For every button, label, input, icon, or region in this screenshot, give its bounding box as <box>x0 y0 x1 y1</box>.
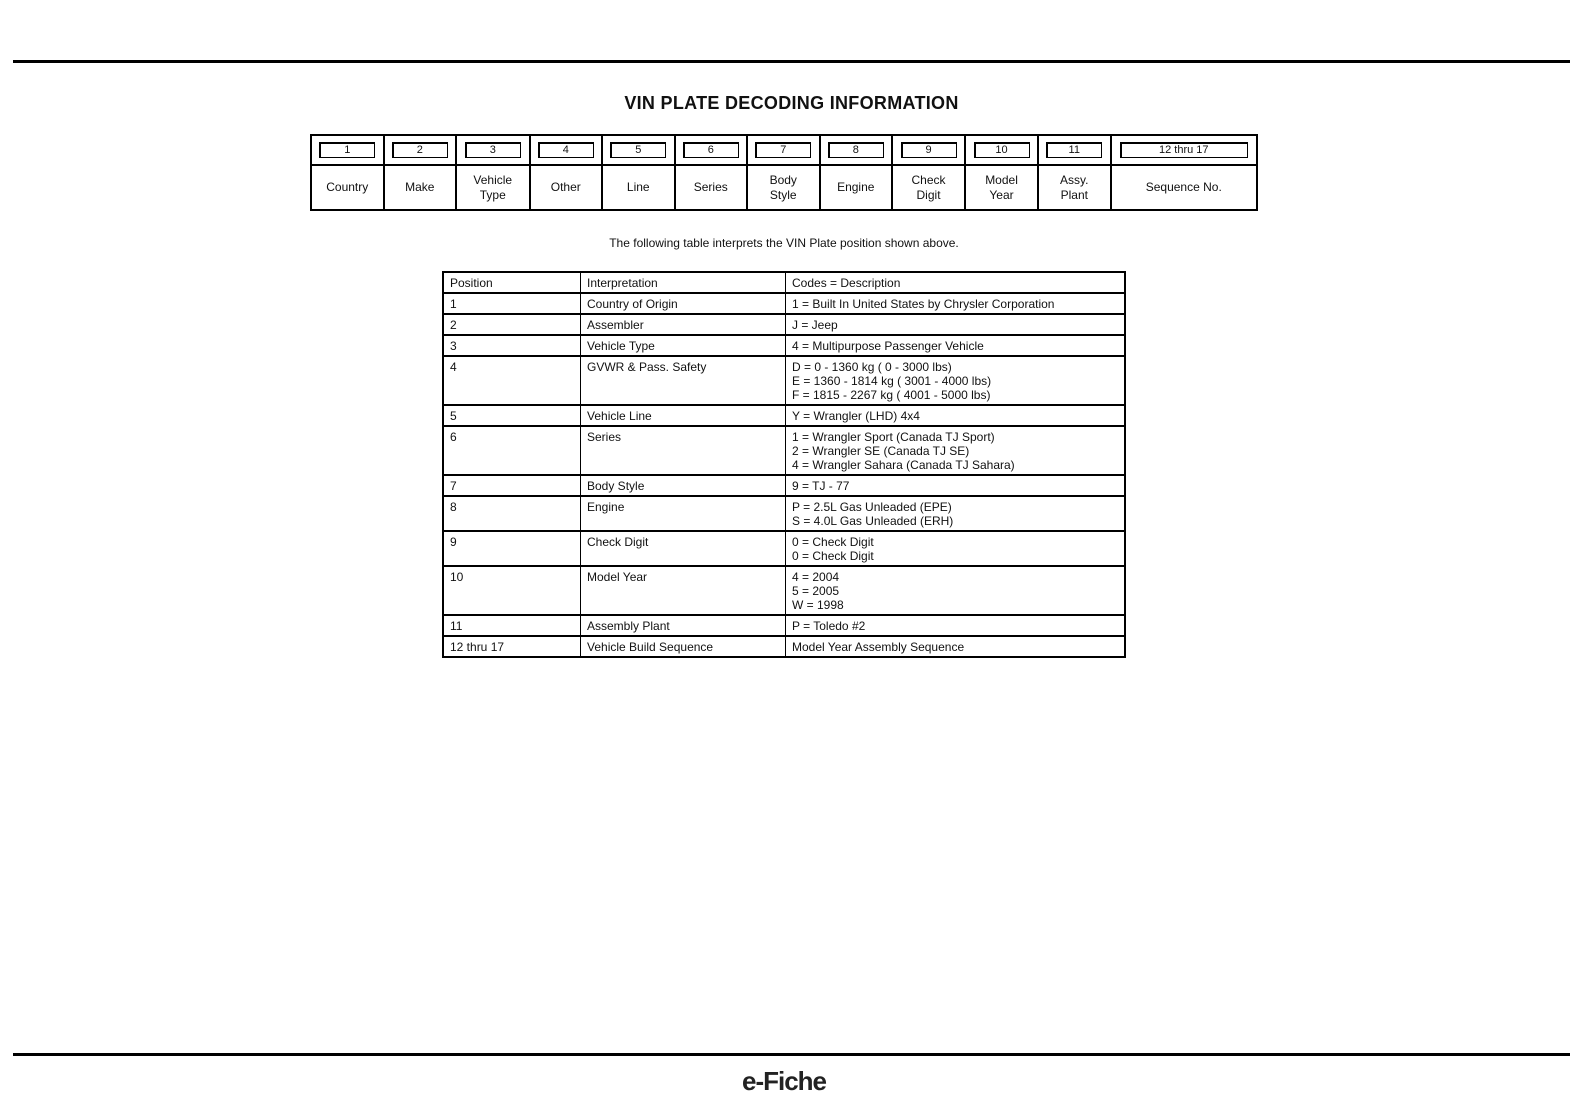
vin-position-label: Sequence No. <box>1111 165 1257 210</box>
row-codes <box>786 615 1126 636</box>
vin-position-label: Line <box>602 165 675 210</box>
row-interpretation: Country of Origin <box>581 293 786 314</box>
code-line: P = 2.5L Gas Unleaded (EPE) <box>792 500 952 514</box>
row-position: 8 <box>443 496 581 531</box>
row-codes <box>786 426 1126 475</box>
table-row <box>443 636 1125 657</box>
row-codes <box>786 356 1126 405</box>
row-interpretation: Model Year <box>581 566 786 615</box>
table-row <box>443 615 1125 636</box>
decode-header-row <box>443 272 1125 293</box>
code-line: 1 = Wrangler Sport (Canada TJ Sport) <box>792 430 995 444</box>
code-line: J = Jeep <box>792 318 838 332</box>
vin-position-number: 9 <box>901 142 957 158</box>
table-row <box>443 293 1125 314</box>
vin-position-number-cell <box>820 135 893 165</box>
vin-position-label: Other <box>530 165 603 210</box>
row-interpretation: Vehicle Line <box>581 405 786 426</box>
row-position: 7 <box>443 475 581 496</box>
vin-position-number-cell <box>1038 135 1111 165</box>
vin-position-label: Check Digit <box>892 165 965 210</box>
vin-position-number-cell <box>602 135 675 165</box>
row-position: 12 thru 17 <box>443 636 581 657</box>
vin-position-label: Country <box>311 165 384 210</box>
vin-position-number: 7 <box>755 142 811 158</box>
table-row <box>443 314 1125 335</box>
row-codes <box>786 496 1126 531</box>
vin-position-number: 1 <box>319 142 375 158</box>
row-interpretation: GVWR & Pass. Safety <box>581 356 786 405</box>
vin-position-label: Series <box>675 165 748 210</box>
code-line: P = Toledo #2 <box>792 619 866 633</box>
row-position: 9 <box>443 531 581 566</box>
row-interpretation: Assembler <box>581 314 786 335</box>
vin-position-number-cell <box>1111 135 1257 165</box>
vin-position-label: Make <box>384 165 457 210</box>
row-interpretation: Vehicle Build Sequence <box>581 636 786 657</box>
code-line: 4 = Wrangler Sahara (Canada TJ Sahara) <box>792 458 1015 472</box>
code-line: Y = Wrangler (LHD) 4x4 <box>792 409 920 423</box>
vin-position-number: 12 thru 17 <box>1120 142 1248 158</box>
row-interpretation: Assembly Plant <box>581 615 786 636</box>
table-row <box>443 566 1125 615</box>
row-interpretation: Check Digit <box>581 531 786 566</box>
row-codes <box>786 314 1126 335</box>
vin-position-label: Vehicle Type <box>456 165 530 210</box>
vin-position-number: 2 <box>392 142 448 158</box>
vin-position-number: 10 <box>974 142 1030 158</box>
page-title: VIN PLATE DECODING INFORMATION <box>624 93 959 113</box>
code-line: 0 = Check Digit <box>792 535 874 549</box>
bottom-rule <box>13 1053 1570 1056</box>
table-row <box>443 496 1125 531</box>
vin-position-label: Assy. Plant <box>1038 165 1111 210</box>
code-line: S = 4.0L Gas Unleaded (ERH) <box>792 514 954 528</box>
header-interpretation: Interpretation <box>581 272 786 293</box>
row-interpretation: Engine <box>581 496 786 531</box>
row-position: 11 <box>443 615 581 636</box>
code-line: 1 = Built In United States by Chrysler Corporation <box>792 297 1055 311</box>
table-row <box>443 405 1125 426</box>
vin-position-number: 8 <box>828 142 884 158</box>
vin-position-number: 3 <box>465 142 521 158</box>
row-interpretation: Body Style <box>581 475 786 496</box>
code-line: W = 1998 <box>792 598 844 612</box>
vin-position-number: 6 <box>683 142 739 158</box>
code-line: Model Year Assembly Sequence <box>792 640 965 654</box>
top-rule <box>13 60 1570 63</box>
row-interpretation: Vehicle Type <box>581 335 786 356</box>
vin-position-label: Engine <box>820 165 893 210</box>
header-position: Position <box>443 272 581 293</box>
efiche-logo: e-Fiche <box>741 1066 827 1096</box>
code-line: 0 = Check Digit <box>792 549 874 563</box>
vin-position-number-cell <box>892 135 965 165</box>
vin-position-number-cell <box>311 135 384 165</box>
vin-position-number-cell <box>456 135 530 165</box>
vin-position-number-cell <box>675 135 748 165</box>
vin-position-number: 5 <box>610 142 666 158</box>
code-line: 9 = TJ - 77 <box>792 479 850 493</box>
code-line: 2 = Wrangler SE (Canada TJ SE) <box>792 444 970 458</box>
code-line: 5 = 2005 <box>792 584 840 598</box>
code-line: D = 0 - 1360 kg ( 0 - 3000 lbs) <box>792 360 952 374</box>
vin-position-number-cell <box>384 135 457 165</box>
code-line: F = 1815 - 2267 kg ( 4001 - 5000 lbs) <box>792 388 991 402</box>
vin-position-label: Body Style <box>747 165 820 210</box>
header-codes: Codes = Description <box>786 272 1126 293</box>
code-line: E = 1360 - 1814 kg ( 3001 - 4000 lbs) <box>792 374 992 388</box>
row-position: 1 <box>443 293 581 314</box>
row-position: 10 <box>443 566 581 615</box>
row-codes <box>786 636 1126 657</box>
row-codes <box>786 293 1126 314</box>
vin-position-number-cell <box>965 135 1038 165</box>
row-position: 4 <box>443 356 581 405</box>
row-position: 3 <box>443 335 581 356</box>
table-row <box>443 356 1125 405</box>
table-row <box>443 531 1125 566</box>
vin-position-number: 11 <box>1046 142 1102 158</box>
row-codes <box>786 405 1126 426</box>
table-note: The following table interprets the VIN Plate position shown above. <box>609 236 959 250</box>
table-row <box>443 426 1125 475</box>
vin-plate-diagram <box>310 134 1258 211</box>
row-interpretation: Series <box>581 426 786 475</box>
row-codes <box>786 566 1126 615</box>
vin-position-number-cell <box>747 135 820 165</box>
code-line: 4 = 2004 <box>792 570 840 584</box>
table-row <box>443 335 1125 356</box>
decode-table <box>442 271 1126 658</box>
row-position: 6 <box>443 426 581 475</box>
row-position: 2 <box>443 314 581 335</box>
row-position: 5 <box>443 405 581 426</box>
row-codes <box>786 531 1126 566</box>
code-line: 4 = Multipurpose Passenger Vehicle <box>792 339 984 353</box>
table-row <box>443 475 1125 496</box>
vin-position-number: 4 <box>538 142 594 158</box>
row-codes <box>786 475 1126 496</box>
vin-position-label: Model Year <box>965 165 1038 210</box>
row-codes <box>786 335 1126 356</box>
vin-position-number-cell <box>530 135 603 165</box>
